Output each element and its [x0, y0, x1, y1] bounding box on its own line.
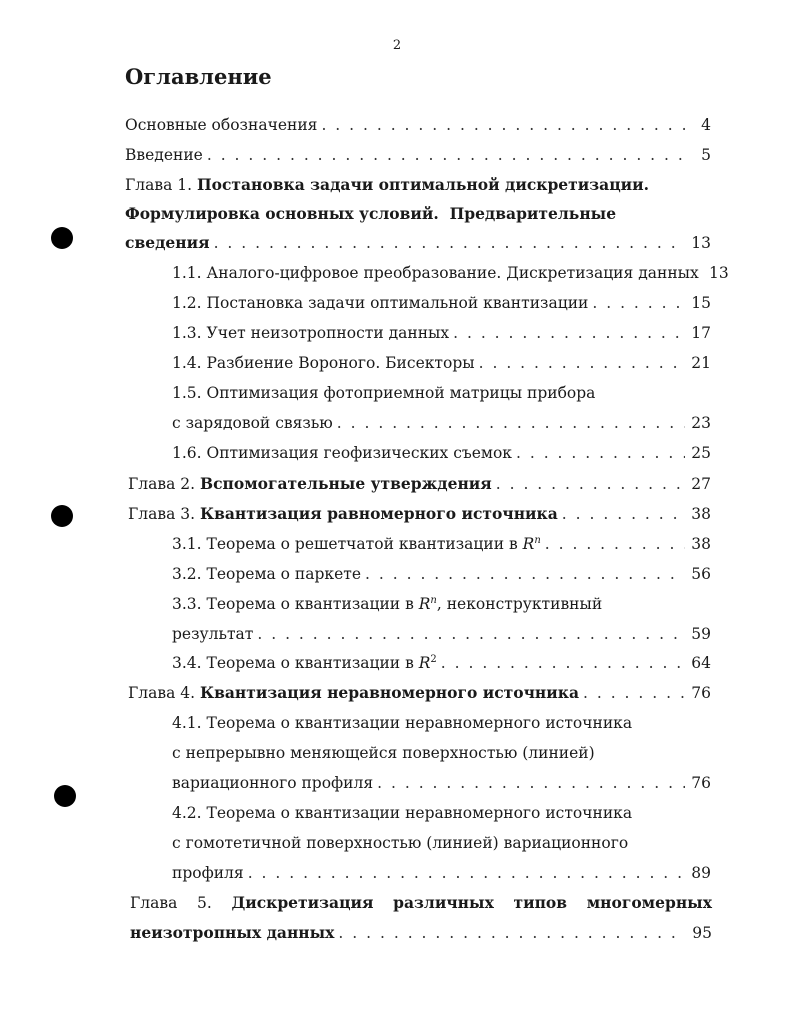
dot-leader — [321, 114, 685, 136]
entry-title — [172, 652, 437, 674]
entry-page: 13 — [709, 264, 729, 282]
dot-leader — [516, 442, 685, 464]
chapter-title-word: типов — [513, 893, 568, 912]
math-symbol: R — [418, 595, 431, 613]
entry-page: 27 — [691, 475, 711, 493]
chapter-label: Глава 2. — [128, 475, 196, 493]
chapter-title: Вспомогательные утверждения — [199, 474, 492, 493]
entry-page: 17 — [691, 324, 711, 342]
entry-title: 1.1. Аналого-цифровое преобразование. Дискретизация данных — [172, 264, 699, 282]
dot-leader — [377, 772, 685, 794]
toc-section-3-3-line1[interactable] — [172, 593, 602, 615]
entry-page: 76 — [691, 774, 711, 792]
entry-page: 13 — [691, 234, 711, 252]
entry-title-text: 3.4. Теорема о квантизации в — [172, 654, 414, 672]
entry-page: 25 — [691, 444, 711, 462]
math-superscript: n — [430, 594, 437, 606]
entry-page: 38 — [691, 535, 711, 553]
toc-chapter-5-line2[interactable] — [130, 922, 712, 944]
toc-section-4-1-line3[interactable] — [172, 772, 711, 794]
entry-title-text: 3.1. Теорема о решетчатой квантизации в — [172, 535, 518, 553]
toc-section-1-5-line1[interactable]: 1.5. Оптимизация фотоприемной матрицы прибора — [172, 384, 596, 402]
dot-leader — [365, 563, 685, 585]
entry-page: 5 — [701, 146, 711, 164]
chapter-title: сведения — [125, 233, 210, 252]
dot-leader — [207, 144, 685, 166]
entry-title: 1.4. Разбиение Вороного. Бисекторы — [172, 354, 475, 372]
dot-leader — [441, 652, 685, 674]
punch-hole-middle — [51, 505, 73, 527]
entry-title: вариационного профиля — [172, 774, 374, 792]
entry-title: 1.3. Учет неизотропности данных — [172, 324, 450, 342]
chapter-label: Глава 4. — [128, 684, 196, 702]
entry-page: 64 — [691, 654, 711, 672]
dot-leader — [338, 922, 686, 944]
entry-title: 1.2. Постановка задачи оптимальной квантизации — [172, 294, 589, 312]
entry-title: Основные обозначения — [125, 116, 318, 134]
entry-title-text: , неконструктивный — [436, 595, 603, 613]
chapter-title-word: Дискретизация — [231, 893, 374, 912]
toc-chapter-5-line1[interactable] — [130, 892, 712, 914]
toc-section-4-2-line1[interactable]: 4.2. Теорема о квантизации неравномерного источника — [172, 804, 633, 822]
entry-page: 95 — [692, 924, 712, 942]
entry-page: 21 — [691, 354, 711, 372]
toc-chapter-1-line3[interactable] — [125, 232, 711, 254]
dot-leader — [545, 533, 685, 555]
dot-leader — [496, 473, 685, 495]
punch-hole-top — [51, 227, 73, 249]
entry-page: 15 — [691, 294, 711, 312]
chapter-title-word: многомерных — [586, 893, 712, 912]
entry-title: профиля — [172, 864, 244, 882]
entry-title — [172, 533, 541, 555]
chapter-title-word: различных — [393, 893, 494, 912]
toc-section-3-2[interactable] — [172, 563, 711, 585]
toc-chapter-2[interactable] — [128, 473, 711, 495]
page-number: 2 — [392, 38, 402, 53]
dot-leader — [337, 412, 685, 434]
chapter-label-num: 5. — [196, 894, 212, 912]
punch-hole-bottom — [54, 785, 76, 807]
math-superscript: n — [534, 534, 541, 546]
dot-leader — [257, 623, 685, 645]
entry-title-text: 3.3. Теорема о квантизации в — [172, 595, 414, 613]
entry-title: с зарядовой связью — [172, 414, 333, 432]
dot-leader — [453, 322, 685, 344]
entry-page: 23 — [691, 414, 711, 432]
entry-page: 38 — [691, 505, 711, 523]
chapter-title: Квантизация неравномерного источника — [199, 683, 579, 702]
dot-leader — [479, 352, 685, 374]
dot-leader — [214, 232, 685, 254]
toc-section-1-4[interactable] — [172, 352, 711, 374]
toc-section-3-3-line2[interactable] — [172, 623, 711, 645]
toc-section-3-1[interactable] — [172, 533, 711, 555]
toc-chapter-1-line1[interactable] — [125, 174, 649, 196]
chapter-title: Постановка задачи оптимальной дискретизации. — [196, 175, 650, 194]
math-symbol: R — [522, 535, 535, 553]
math-symbol: R — [418, 654, 431, 672]
dot-leader — [583, 682, 685, 704]
toc-heading: Оглавление — [125, 64, 272, 89]
entry-page: 76 — [691, 684, 711, 702]
toc-chapter-4[interactable] — [128, 682, 711, 704]
dot-leader — [562, 503, 685, 525]
toc-section-1-6[interactable] — [172, 442, 711, 464]
toc-section-1-1[interactable] — [172, 262, 729, 284]
dot-leader — [592, 292, 685, 314]
chapter-label-word: Глава — [130, 894, 178, 912]
chapter-label: Глава 3. — [128, 505, 196, 523]
chapter-title: Квантизация равномерного источника — [199, 504, 558, 523]
dot-leader — [248, 862, 685, 884]
toc-section-4-2-line3[interactable] — [172, 862, 711, 884]
entry-page: 4 — [701, 116, 711, 134]
toc-entry-notation[interactable] — [125, 114, 711, 136]
chapter-label: Глава 1. — [125, 176, 193, 194]
toc-section-1-5-line2[interactable] — [172, 412, 711, 434]
math-superscript: 2 — [430, 653, 437, 665]
chapter-title: неизотропных данных — [130, 923, 335, 942]
entry-page: 59 — [691, 625, 711, 643]
entry-page: 56 — [691, 565, 711, 583]
entry-page: 89 — [691, 864, 711, 882]
entry-title: 3.2. Теорема о паркете — [172, 565, 362, 583]
toc-chapter-1-line2: Формулировка основных условий. Предварительные — [125, 204, 617, 223]
toc-section-1-3[interactable] — [172, 322, 711, 344]
toc-entry-intro[interactable] — [125, 144, 711, 166]
entry-title: 1.6. Оптимизация геофизических съемок — [172, 444, 512, 462]
toc-section-1-2[interactable] — [172, 292, 711, 314]
toc-section-4-1-line1[interactable]: 4.1. Теорема о квантизации неравномерного источника — [172, 714, 633, 732]
toc-section-3-4[interactable] — [172, 652, 711, 674]
toc-chapter-3[interactable] — [128, 503, 711, 525]
toc-section-4-1-line2[interactable]: с непрерывно меняющейся поверхностью (линией) — [172, 744, 595, 762]
entry-title: результат — [172, 625, 254, 643]
toc-section-4-2-line2[interactable]: с гомотетичной поверхностью (линией) вариационного — [172, 834, 629, 852]
entry-title: Введение — [125, 146, 203, 164]
